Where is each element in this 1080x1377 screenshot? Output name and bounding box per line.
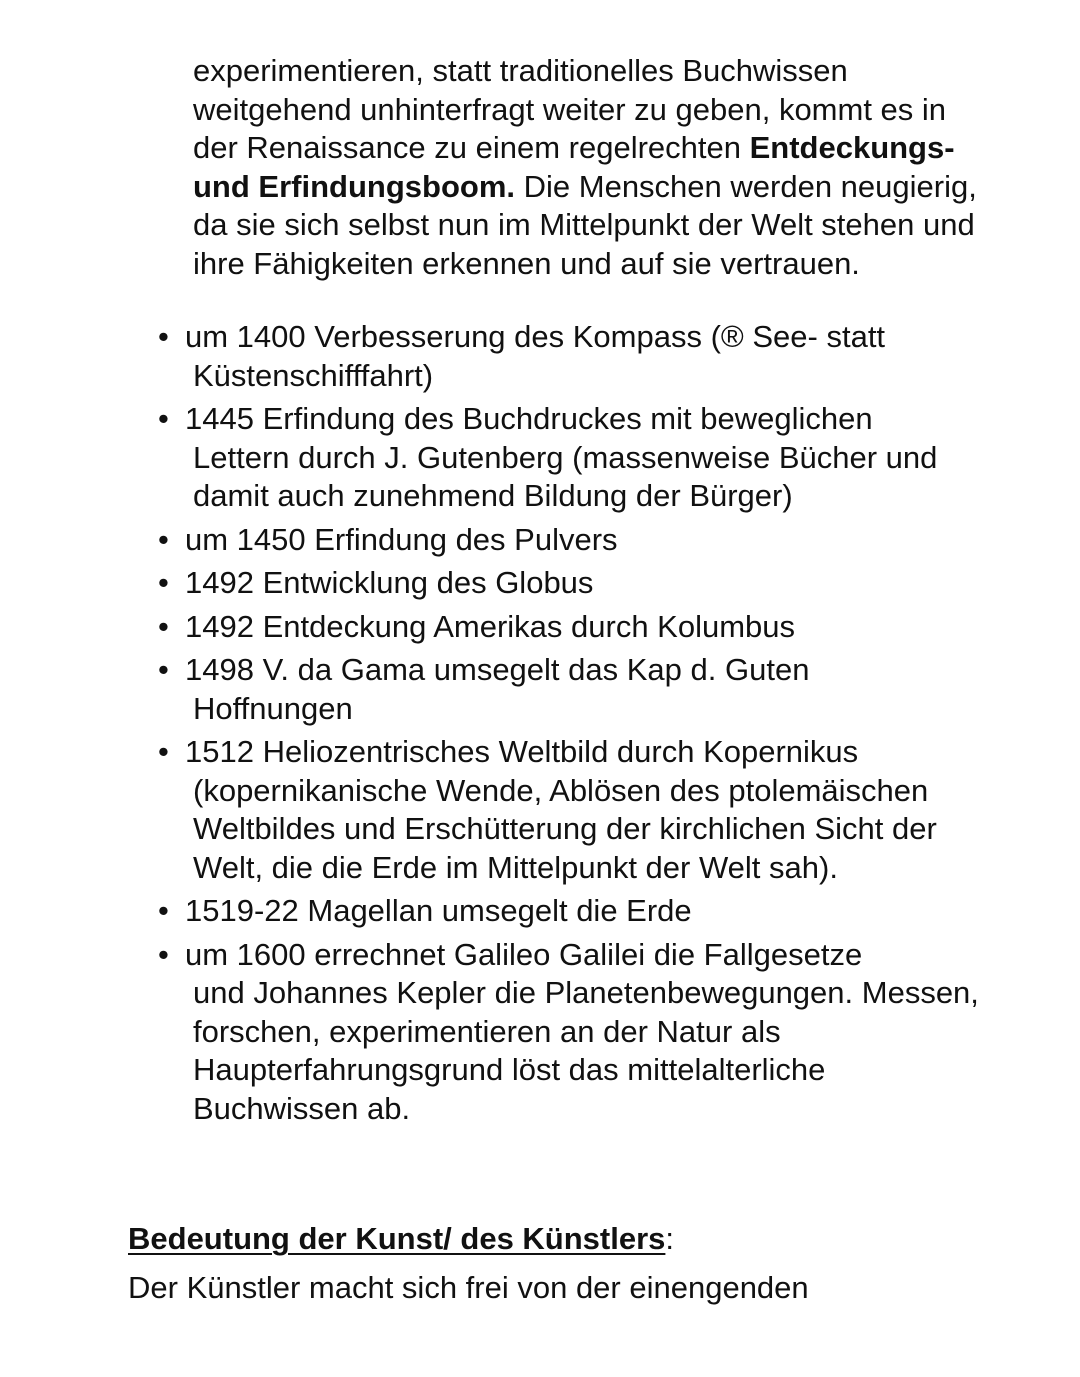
event-continuation: Hoffnungen xyxy=(193,690,353,726)
section-heading-text: Bedeutung der Kunst/ des Künstlers xyxy=(128,1221,666,1256)
bullet-icon: • xyxy=(158,734,169,769)
list-item xyxy=(158,936,998,1129)
event-text: 1492 Entwicklung des Globus xyxy=(185,565,594,600)
section-heading xyxy=(128,1220,674,1258)
event-text: 1519-22 Magellan umsegelt die Erde xyxy=(185,893,692,928)
events-list xyxy=(158,318,998,1133)
event-text: um 1600 errechnet Galileo Galilei die Fallgesetze xyxy=(185,936,863,972)
intro-bold-phrase: Entdeckungs- und Erfindungsboom. xyxy=(193,130,955,204)
event-continuation: Lettern durch J. Gutenberg (massenweise Bücher und damit auch zunehmend Bildung der Bürger) xyxy=(193,439,938,513)
event-continuation: (kopernikanische Wende, Ablösen des ptolemäischen Weltbildes und Erschütterung der kirchlichen Sicht der Welt, die die Erde im Mittelpunkt der Welt sah). xyxy=(193,772,937,885)
bullet-icon: • xyxy=(158,521,169,557)
list-item xyxy=(158,318,998,395)
list-item xyxy=(158,564,998,603)
bullet-icon: • xyxy=(158,893,169,928)
section-heading-colon: : xyxy=(665,1221,675,1256)
event-text: 1512 Heliozentrisches Weltbild durch Kopernikus xyxy=(185,734,859,769)
list-item xyxy=(158,651,998,728)
list-item xyxy=(158,892,998,931)
intro-text-after: Die Menschen werden neugierig, da sie sich selbst nun im Mittelpunkt der Welt stehen und ihre Fähigkeiten erkennen und auf sie vertrauen. xyxy=(193,168,977,281)
bullet-icon: • xyxy=(158,565,169,600)
event-continuation: und Johannes Kepler die Planetenbewegungen. Messen, forschen, experimentieren an der Natur als Haupterfahrungsgrund löst das mittelalterliche Buchwissen ab. xyxy=(193,975,979,1126)
list-item xyxy=(158,733,998,887)
bullet-icon: • xyxy=(158,319,169,354)
event-text: 1492 Entdeckung Amerikas durch Kolumbus xyxy=(185,608,796,644)
event-text: 1445 Erfindung des Buchdruckes mit beweglichen xyxy=(185,401,873,436)
section-body: Der Künstler macht sich frei von der einengenden xyxy=(128,1270,809,1305)
event-text: um 1400 Verbesserung des Kompass (® See- statt xyxy=(185,319,886,354)
bullet-icon: • xyxy=(158,936,169,972)
bullet-icon: • xyxy=(158,608,169,644)
list-item xyxy=(158,400,998,516)
bullet-icon: • xyxy=(158,652,169,687)
event-text: um 1450 Erfindung des Pulvers xyxy=(185,521,618,557)
intro-text-before: experimentieren, statt traditionelles Buchwissen weitgehend unhinterfragt weiter zu geben, kommt es in der Renaissance zu einem regelrechten xyxy=(193,53,947,165)
intro-paragraph xyxy=(193,52,993,283)
list-item xyxy=(158,608,998,647)
bullet-icon: • xyxy=(158,401,169,436)
event-continuation: Küstenschifffahrt) xyxy=(193,357,434,393)
list-item xyxy=(158,521,998,560)
event-text: 1498 V. da Gama umsegelt das Kap d. Guten xyxy=(185,652,810,687)
